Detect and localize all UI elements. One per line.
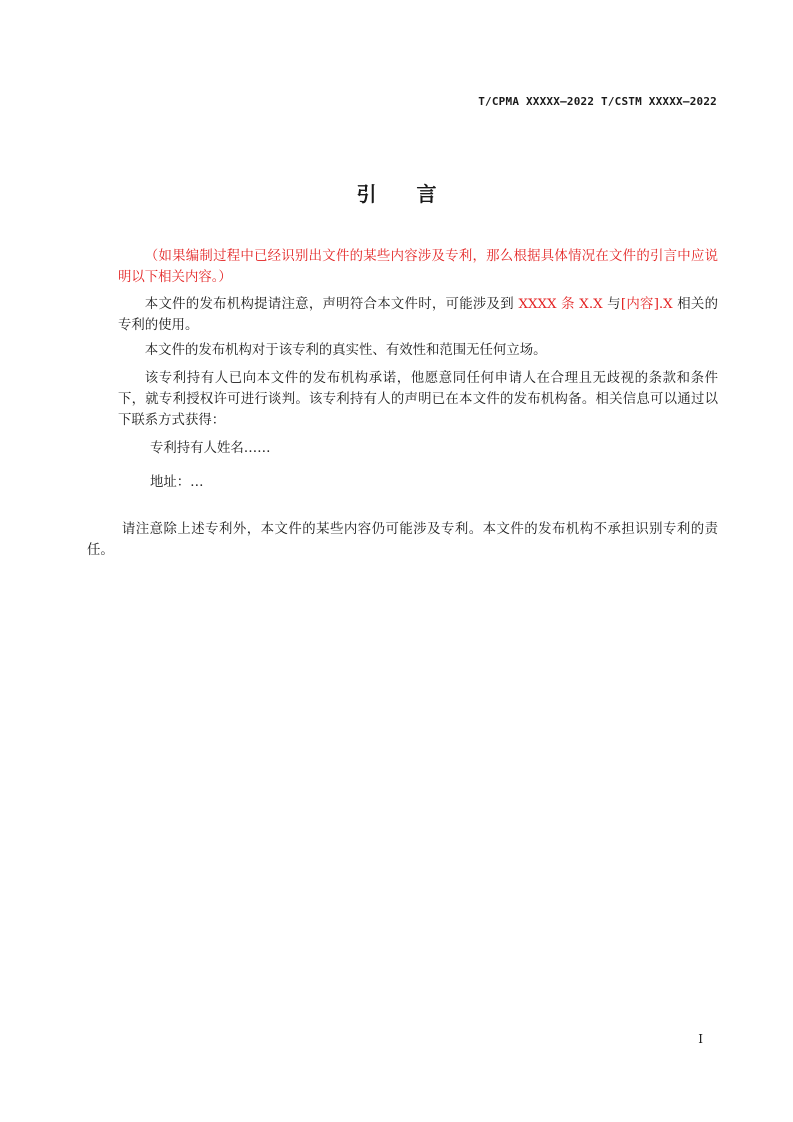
editorial-note: （如果编制过程中已经识别出文件的某些内容涉及专利，那么根据具体情况在文件的引言中应说明以下相关内容。） (118, 249, 718, 285)
standard-number-header: T/CPMA XXXXX—2022 T/CSTM XXXXX—2022 (478, 95, 717, 108)
clause-reference: XXXX 条 X.X (518, 297, 603, 312)
title-char-2: 言 (416, 182, 437, 206)
page-number: I (698, 1032, 703, 1046)
holder-commitment-paragraph: 该专利持有人已向本文件的发布机构承诺，他愿意同任何申请人在合理且无歧视的条款和条件下，就专利授权许可进行谈判。该专利持有人的声明已在本文件的发布机构备。相关信息可以通过以下联系方式获得： (118, 371, 718, 428)
section-title (0, 178, 793, 207)
introduction-body (118, 246, 718, 506)
para1-text-b: 与 (602, 297, 621, 312)
title-char-1: 引 (356, 182, 377, 206)
address-line: 地址：… (150, 475, 204, 490)
position-paragraph: 本文件的发布机构对于该专利的真实性、有效性和范围无任何立场。 (144, 343, 547, 358)
content-reference: [内容].X (620, 297, 673, 312)
para1-text-c: 相关的专利的使用。 (118, 297, 718, 333)
holder-name-line: 专利持有人姓名…… (150, 441, 271, 456)
closing-paragraph: 请注意除上述专利外，本文件的某些内容仍可能涉及专利。本文件的发布机构不承担识别专利的责任。 (87, 522, 718, 558)
patent-notice-paragraph (118, 294, 718, 336)
para1-text-a: 本文件的发布机构提请注意，声明符合本文件时，可能涉及到 (144, 297, 519, 312)
